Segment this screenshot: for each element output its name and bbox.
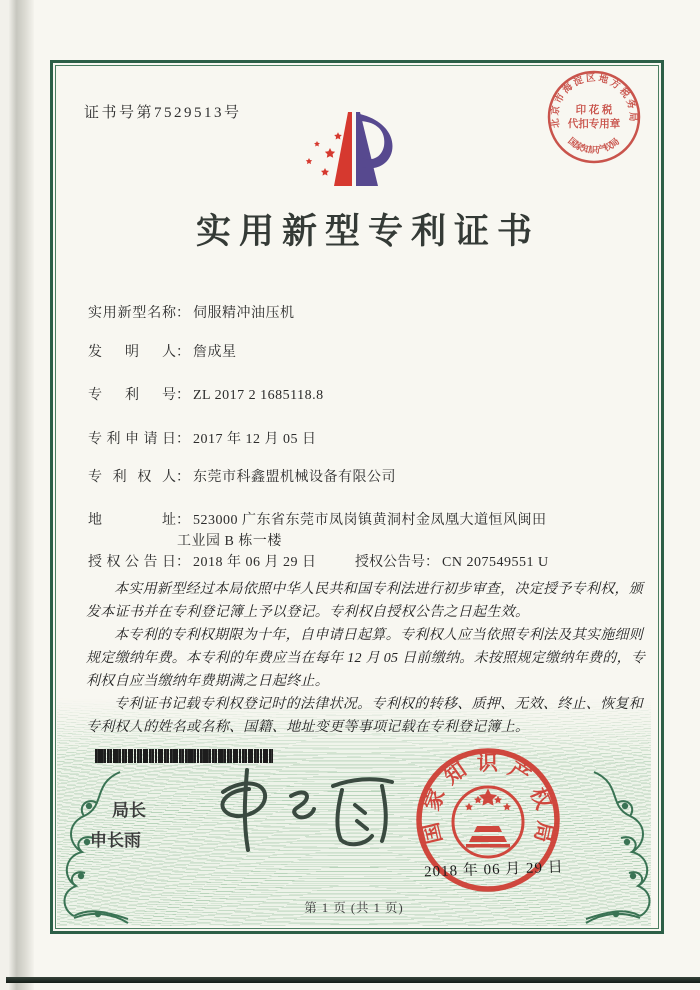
field-label: 专利权人 — [88, 470, 176, 485]
field-colon: ： — [176, 470, 190, 485]
svg-text:国家知识产权局 — [566, 135, 621, 155]
national-emblem-icon — [453, 787, 523, 857]
seal-arc-text: 国家知识产权局 — [418, 750, 558, 847]
field-row-grant-date — [88, 551, 317, 571]
legal-paragraph-3: 专利证书记载专利权登记时的法律状况。专利权的转移、质押、无效、终止、恢复和专利权人的姓名或名称、国籍、地址变更等事项记载在专利登记簿上。 — [86, 697, 644, 735]
field-label: 实用新型名称 — [88, 306, 176, 321]
field-row-name — [88, 302, 295, 322]
field-label: 专利号 — [88, 388, 176, 403]
field-value: 2018 年 06 月 29 日 — [193, 555, 317, 570]
field-colon: ： — [176, 345, 190, 360]
field-colon: ： — [176, 513, 190, 528]
scan-edge-bottom — [6, 977, 700, 983]
field-row-patent-number — [88, 384, 324, 404]
certificate-number: 证书号第7529513号 — [84, 105, 242, 121]
field-row-inventor — [88, 341, 237, 361]
field-value: 詹成星 — [193, 345, 237, 360]
field-label: 授权公告日 — [88, 555, 176, 570]
director-title: 局长 — [112, 801, 146, 820]
field-value: 东莞市科鑫盟机械设备有限公司 — [193, 470, 396, 485]
field-colon: ： — [176, 306, 190, 321]
director-signature-icon — [195, 760, 405, 865]
field-label: 授权公告号 — [355, 555, 425, 570]
field-colon: ： — [176, 432, 190, 447]
field-colon: ： — [176, 555, 190, 570]
scan-edge-left — [0, 0, 9, 990]
tax-stamp-icon — [539, 62, 649, 177]
field-label: 地址 — [88, 513, 176, 528]
certificate-title: 实用新型专利证书 — [195, 212, 540, 251]
field-label: 发明人 — [88, 345, 176, 360]
page-number: 第 1 页 (共 1 页) — [304, 901, 404, 915]
legal-paragraph-2: 本专利的专利权期限为十年，自申请日起算。专利权人应当依照专利法及其实施细则规定缴纳年费。本专利的年费应当在每年 12 月 05 日前缴纳。未按照规定缴纳年费的，专利权自应当缴纳年费期满之日起终止。 — [86, 628, 646, 689]
tax-stamp-arc-bottom-text: 国家知识产权局 — [566, 135, 622, 156]
field-row-filing-date — [88, 428, 317, 448]
field-row-patentee — [88, 466, 396, 486]
field-value: CN 207549551 U — [442, 555, 549, 570]
patent-office-logo-icon — [292, 100, 422, 205]
seal-date: 2018 年 06 月 29 日 — [423, 859, 565, 881]
field-value: 伺服精冲油压机 — [193, 306, 295, 321]
field-value: 2017 年 12 月 05 日 — [193, 432, 317, 447]
binding-strip — [9, 0, 34, 990]
tax-stamp-arc-top-text: 北京市海淀区地方税务局 — [550, 73, 638, 129]
field-value: ZL 2017 2 1685118.8 — [193, 388, 324, 403]
tax-stamp-center-line1: 印 花 税 — [575, 105, 613, 116]
legal-paragraph-1: 本实用新型经过本局依照中华人民共和国专利法进行初步审查，决定授予专利权，颁发本证书并在专利登记簿上予以登记。专利权自授权公告之日起生效。 — [86, 582, 644, 620]
field-colon: ： — [425, 555, 439, 570]
tax-stamp-center-line2: 代扣专用章 — [567, 119, 621, 130]
field-label: 专利申请日 — [88, 432, 176, 447]
field-address-line2: 工业园 B 栋一楼 — [177, 534, 282, 549]
director-name: 申长雨 — [90, 831, 141, 850]
field-row-grant-number — [355, 551, 549, 571]
field-colon: ： — [176, 388, 190, 403]
field-value: 523000 广东省东莞市凤岗镇黄洞村金凤凰大道恒风闽田 — [193, 513, 547, 528]
legal-text — [86, 578, 646, 739]
field-row-address — [88, 509, 547, 529]
